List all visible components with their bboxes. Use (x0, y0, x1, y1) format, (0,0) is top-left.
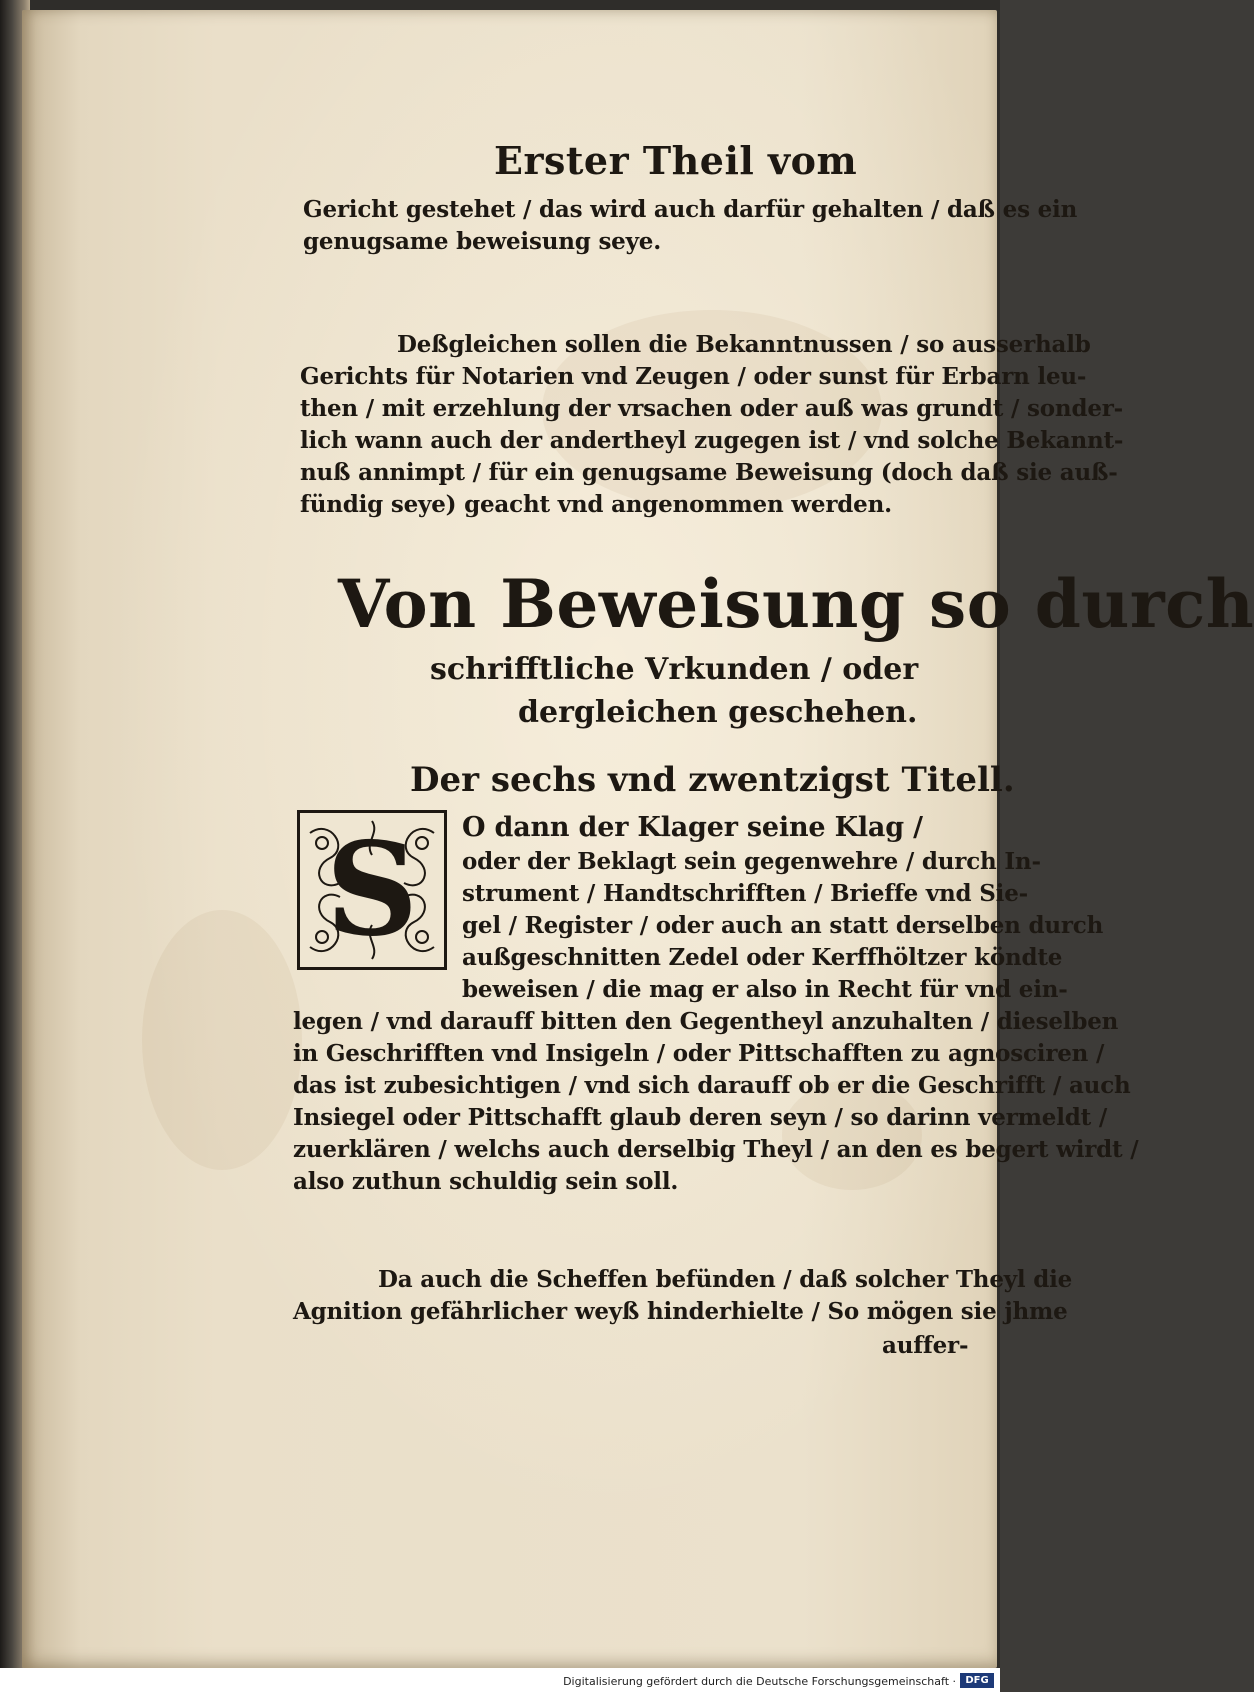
paragraph-3-line: das ist zubesichtigen / vnd sich darauff ob er die Geschrifft / auch (293, 1072, 1131, 1099)
chapter-subtitle-line: dergleichen geschehen. (518, 695, 918, 730)
paragraph-3-line: also zuthun schuldig sein soll. (293, 1168, 679, 1195)
paragraph-1-line: genugsame beweisung seye. (303, 228, 662, 255)
chapter-subtitle-line: schrifftliche Vrkunden / oder (430, 652, 919, 687)
running-head: Erster Theil vom (494, 138, 858, 183)
paragraph-3-line: beweisen / die mag er also in Recht für vnd ein- (462, 976, 1068, 1003)
paragraph-2-line: nuß annimpt / für ein genugsame Beweisung (doch daß sie auß- (300, 459, 1118, 486)
paragraph-3-line: strument / Handtschrifften / Brieffe vnd Sie- (462, 880, 1028, 907)
paragraph-2-line: Gerichts für Notarien vnd Zeugen / oder sunst für Erbarn leu- (300, 363, 1087, 390)
initial-line: O dann der Klager seine Klag / (462, 812, 923, 843)
footer-bar (0, 1668, 1000, 1692)
initial-letter: S (325, 815, 419, 965)
catchword: auffer- (882, 1332, 969, 1359)
title-number: Der sechs vnd zwentzigst Titell. (410, 760, 1015, 800)
paragraph-1-line: Gericht gestehet / das wird auch darfür gehalten / daß es ein (303, 196, 1078, 223)
paragraph-2-line: fündig seye) geacht vnd angenommen werden. (300, 491, 892, 518)
paragraph-3-line: zuerklären / welchs auch derselbig Theyl / an den es begert wirdt / (293, 1136, 1139, 1163)
paragraph-3-line: in Geschrifften vnd Insigeln / oder Pittschafften zu agnosciren / (293, 1040, 1105, 1067)
paragraph-3-line: gel / Register / oder auch an statt derselben durch (462, 912, 1104, 939)
paper-stain (142, 910, 302, 1170)
paragraph-3-line: oder der Beklagt sein gegenwehre / durch In- (462, 848, 1041, 875)
paragraph-2-line: then / mit erzehlung der vrsachen oder auß was grundt / sonder- (300, 395, 1124, 422)
paragraph-3-line: außgeschnitten Zedel oder Kerffhöltzer köndte (462, 944, 1063, 971)
decorated-initial (297, 810, 447, 970)
paragraph-3-line: legen / vnd darauff bitten den Gegentheyl anzuhalten / dieselben (293, 1008, 1119, 1035)
paragraph-4-line: Agnition gefährlicher weyß hinderhielte / So mögen sie jhme (293, 1298, 1068, 1325)
digitization-credit: Digitalisierung gefördert durch die Deutsche Forschungsgemeinschaft · (563, 1675, 956, 1688)
chapter-title: Von Beweisung so durch (338, 565, 1254, 643)
paragraph-2-line: lich wann auch der andertheyl zugegen ist / vnd solche Bekannt- (300, 427, 1124, 454)
dfg-logo: DFG (960, 1673, 994, 1688)
paragraph-2-line: Deßgleichen sollen die Bekanntnussen / so ausserhalb (397, 331, 1091, 358)
paragraph-4-line: Da auch die Scheffen befünden / daß solcher Theyl die (378, 1266, 1073, 1293)
paragraph-3-line: Insiegel oder Pittschafft glaub deren seyn / so darinn vermeldt / (293, 1104, 1108, 1131)
